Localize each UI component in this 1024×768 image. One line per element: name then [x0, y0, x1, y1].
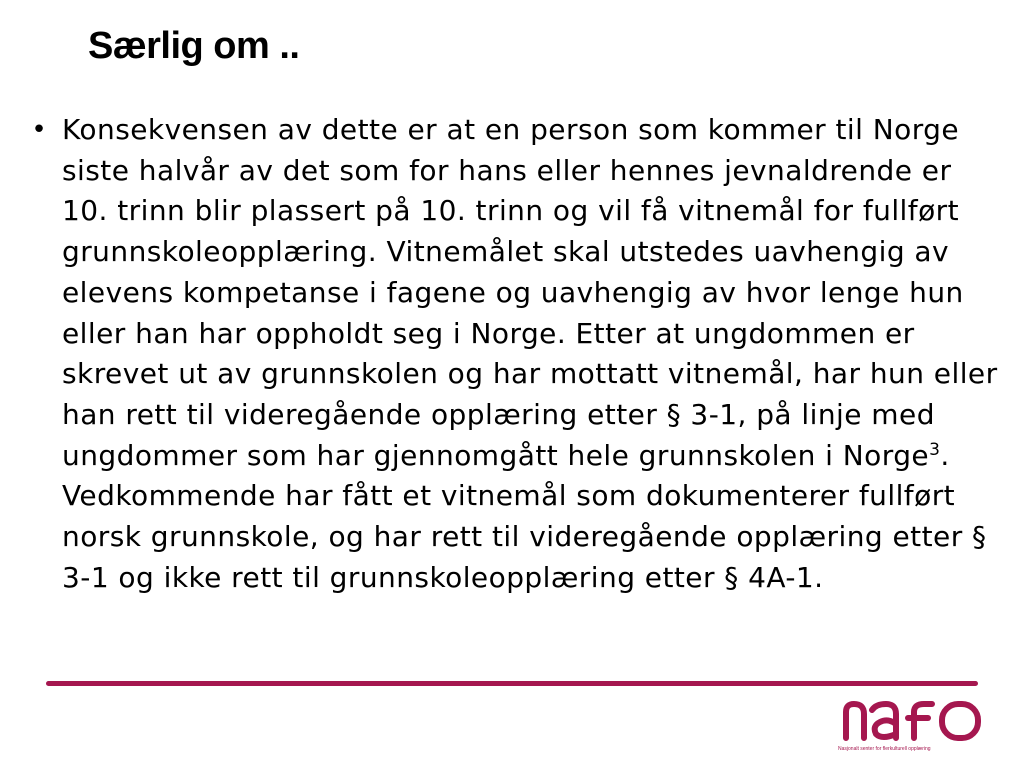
nafo-logo-mark: [838, 694, 988, 744]
nafo-logo: [838, 694, 988, 754]
bullet-text: [62, 110, 1004, 598]
bullet-list: [24, 110, 1004, 598]
bullet-text-part2: . Vedkommende har fått et vitnemål som dokumenterer fullført norsk grunnskole, og har rett til videregående opplæring etter § 3-1 og ikke rett til grunnskoleopplæring etter § 4A-1.: [62, 438, 987, 594]
logo-tagline: Nasjonalt senter for flerkulturell opplæring: [838, 746, 931, 752]
footer-divider: [46, 681, 978, 686]
bullet-icon: •: [31, 115, 47, 145]
footnote-reference: 3: [929, 439, 941, 460]
bullet-text-part1: Konsekvensen av dette er at en person som kommer til Norge siste halvår av det som for hans eller hennes jevnaldrende er 10. trinn blir plassert på 10. trinn og vil få vitnemål for fullført grunnskoleopplæring. Vitnemålet skal utstedes uavhengig av elevens kompetanse i fagene og uavhengig av hvor lenge hun eller han har oppholdt seg i Norge. Etter at ungdommen er skrevet ut av grunnskolen og har mottatt vitnemål, har hun eller han rett til videregående opplæring etter § 3-1, på linje med ungdommer som har gjennomgått hele grunnskolen i Norge: [62, 113, 998, 472]
slide-title: Særlig om ..: [88, 25, 300, 67]
bullet-item: [24, 110, 1004, 598]
